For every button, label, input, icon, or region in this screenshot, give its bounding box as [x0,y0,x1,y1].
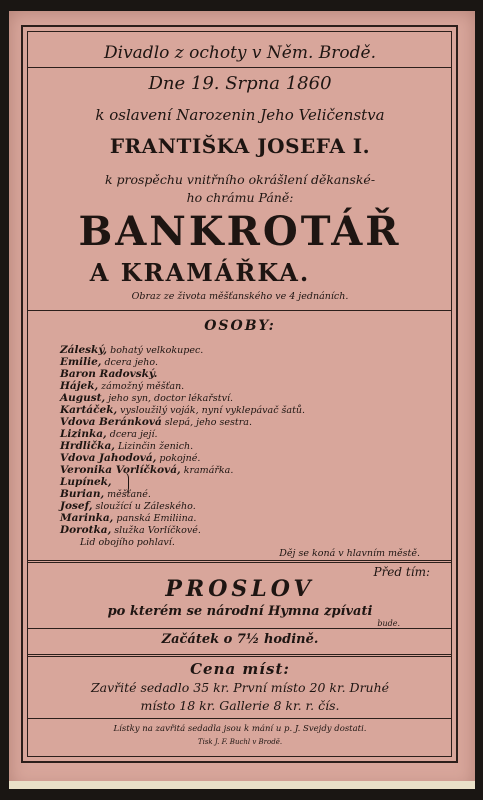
prices-line-2: místo 18 kr. Gallerie 8 kr. r. čís. [140,698,340,713]
list-item: Záleský, bohatý velkokupec. [60,344,204,356]
play-subtitle: Obraz ze života měšťanského ve 4 jednáních. [131,291,349,302]
printer-note: Tisk J. F. Buchl v Brodě. [197,738,283,746]
benefit-line-2: ho chrámu Páně: [186,190,294,205]
list-item: Lupínek, [60,476,112,488]
mat-strip [9,781,475,789]
occasion-line: k oslavení Narozenin Jeho Veličenstva [95,106,385,124]
list-item: Dorotka, služka Vorlíčkové. [60,524,201,536]
tickets-note: Lístky na zavřitá sedadla jsou k mání u p. J. Svejdy dostati. [113,724,367,734]
performance-date: Dne 19. Srpna 1860 [148,73,332,94]
anthem-line-2: bude. [377,619,400,628]
list-item: Marinka, panská Emiliina. [60,512,197,524]
start-time: Začátek o 7½ hodině. [161,632,319,647]
play-title-2: A KRAMÁŘKA. [89,258,311,287]
list-item: Vdova Beránková slepá, jeho sestra. [60,416,252,428]
prices-heading: Cena míst: [190,660,290,678]
list-item: Lid obojího pohlaví. [80,537,175,548]
prologue-divider [28,628,451,629]
start-divider [28,654,451,657]
list-item: Vdova Jahodová, pokojné. [60,452,201,464]
list-item: Baron Radovský. [60,368,158,380]
list-item: Veronika Vorlíčková, kramářka. [60,464,234,476]
prices-line-1: Zavřité sedadlo 35 kr. První místo 20 kr. Druhé [90,680,390,695]
list-item: Lizinka, dcera její. [60,428,158,440]
prologue-title: PROSLOV [165,576,315,602]
list-item: Emilie, dcera jeho. [60,356,158,368]
prices-divider [28,718,451,719]
list-item: Hrdlička, Lizinčin ženich. [60,440,194,452]
emperor-name: FRANTIŠKA JOSEFA I. [109,134,371,158]
cast-heading: OSOBY: [204,318,276,334]
list-item: August, jeho syn, doctor lékařství. [60,392,234,404]
benefit-line-1: k prospěchu vnitřního okrášlení děkanské- [104,172,376,187]
before-line: Před tím: [373,565,430,579]
anthem-line: po kterém se národní Hymna zpívati [107,604,373,619]
header-divider [28,67,451,68]
setting-note: Děj se koná v hlavním městě. [279,548,420,559]
cast-divider [28,560,451,563]
cast-brace [122,472,129,494]
play-title: BANKROTÁŘ [78,208,402,255]
title-divider [28,310,451,311]
list-item: Burian, měšťané. [60,488,151,500]
theatre-header: Divadlo z ochoty v Něm. Brodě. [104,43,376,63]
list-item: Hájek, zámožný měšťan. [60,380,185,392]
list-item: Kartáček, vysloužilý voják, nyní vyklepávač šatů. [60,404,306,416]
list-item: Josef, sloužící u Záleského. [60,500,196,512]
